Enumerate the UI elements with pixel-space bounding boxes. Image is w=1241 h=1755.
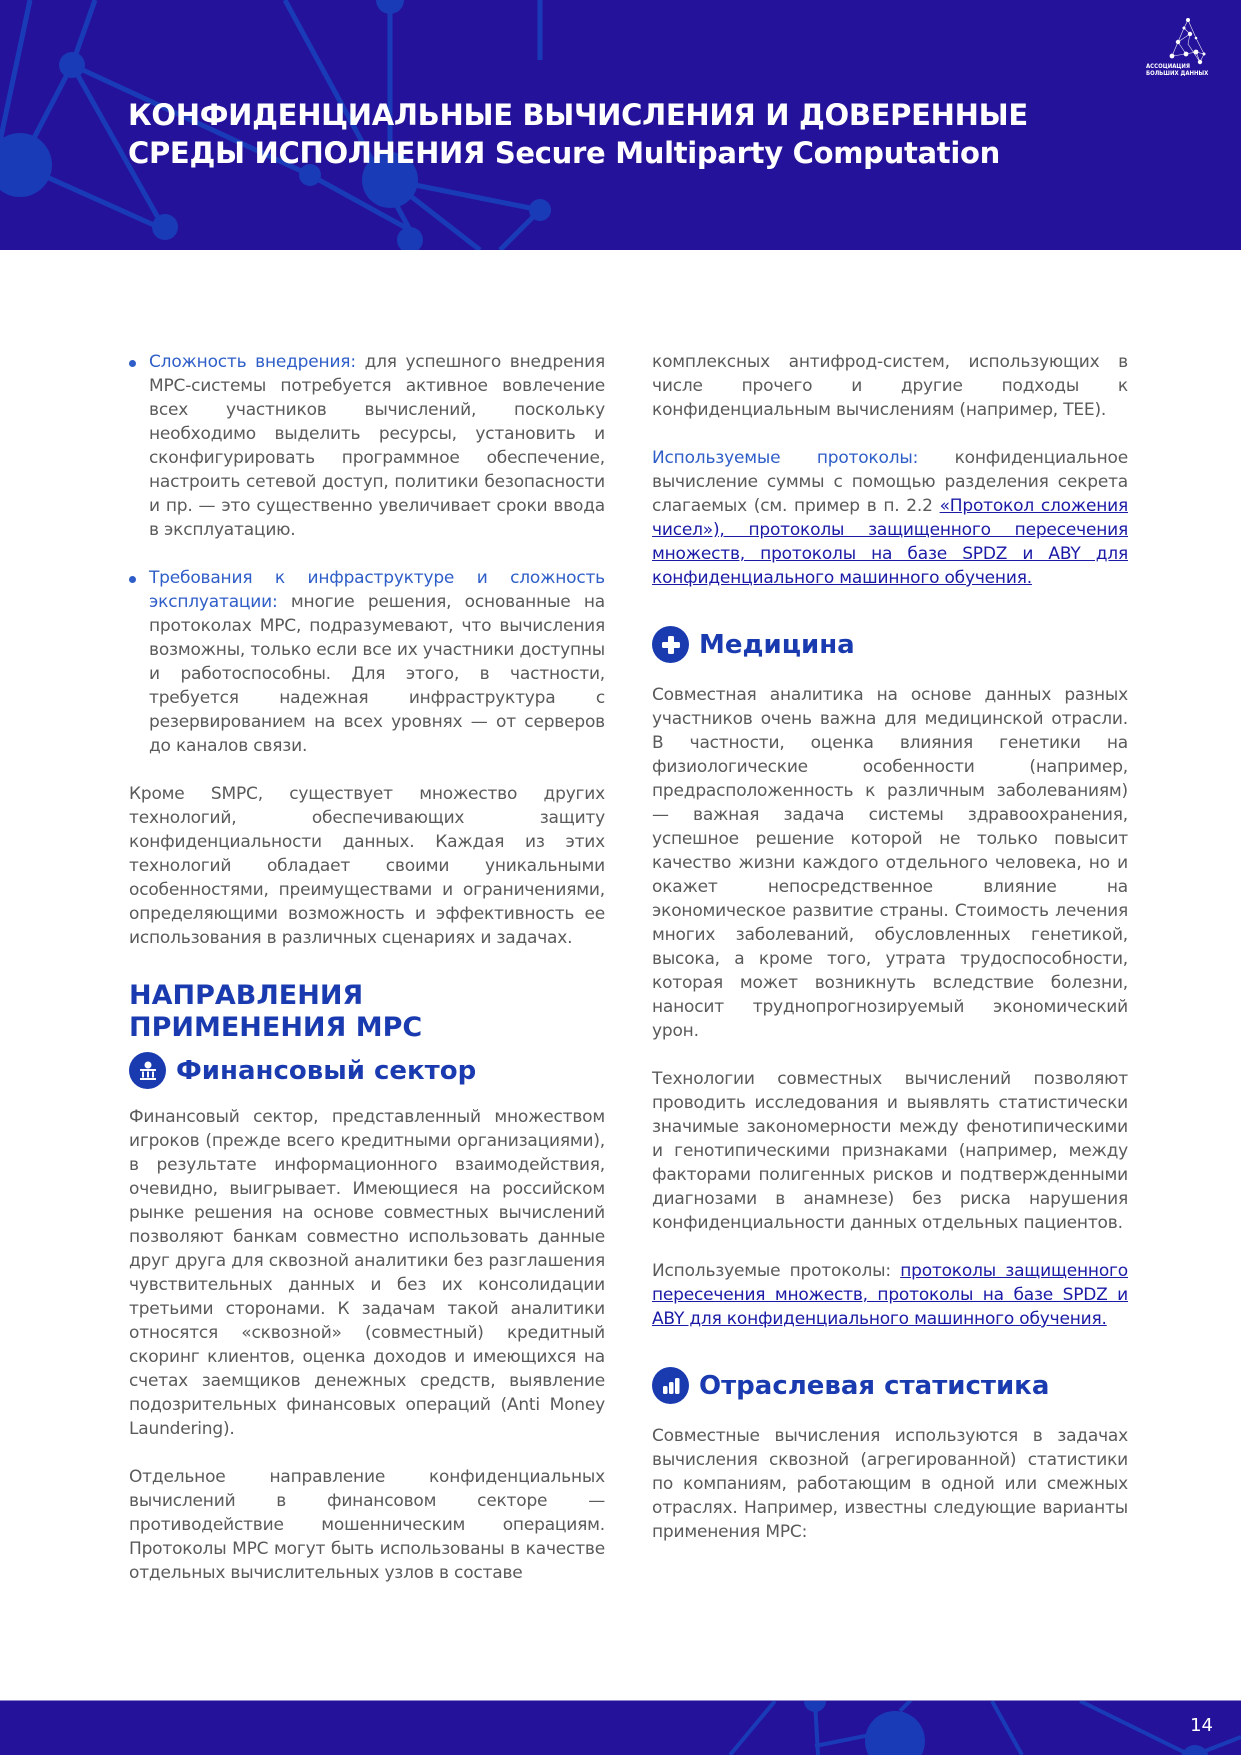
- footer-banner: [0, 1700, 1241, 1755]
- page-number: 14: [1190, 1715, 1213, 1736]
- protocols-text: конфиденциальное вычисление суммы с помощью разделения секрета слагаемых (см. пример в п. 2.2: [652, 448, 1128, 516]
- protocols-link[interactable]: протоколы защищенного пересечения множеств, протоколы на базе SPDZ и ABY для конфиденциального машинного обучения.: [652, 1261, 1128, 1329]
- left-column: [129, 350, 605, 1585]
- page-title-line2: СРЕДЫ ИСПОЛНЕНИЯ Secure Multiparty Computation: [128, 136, 1000, 170]
- bullet-text: многие решения, основанные на протоколах МРС, подразумевают, что вычисления возможны, только если все их участники доступны и работоспособны. Для этого, в частности, требуется надежная инфраструктура с резервированием на всех уровнях — от серверов до каналов связи.: [149, 592, 605, 756]
- finance-heading: [129, 1052, 605, 1089]
- medicine-protocols: [652, 1259, 1128, 1331]
- page-title: [128, 96, 1028, 172]
- bullet-implementation-complexity: [129, 350, 605, 542]
- page-title-line1: КОНФИДЕНЦИАЛЬНЫЕ ВЫЧИСЛЕНИЯ И ДОВЕРЕННЫЕ: [128, 98, 1028, 132]
- logo-text: [1146, 63, 1236, 77]
- right-column: [652, 350, 1128, 1544]
- section-heading-line2: ПРИМЕНЕНИЯ МРС: [129, 1012, 423, 1043]
- bank-icon: [129, 1052, 166, 1089]
- bullet-text: для успешного внедрения МРС-системы потребуется активное вовлечение всех участников вычислений, поскольку необходимо выделить ресурсы, установить и сконфигурировать программное обеспечение, настроить сетевой доступ, политики безопасности и пр. — это существенно увеличивает сроки ввода в эксплуатацию.: [149, 352, 605, 540]
- finance-paragraph-1: Финансовый сектор, представленный множеством игроков (прежде всего кредитными организациями), в результате информационного взаимодействия, очевидно, выигрывает. Имеющиеся на российском рынке решения на основе совместных вычислений позволяют банкам совместно использовать данные друг друга для сквозной аналитики без разглашения чувствительных данных и без их консолидации третьими сторонами. К задачам такой аналитики относятся «сквозной» (совместный) кредитный скоринг клиентов, оценка доходов и имеющихся на счетах заемщиков денежных средств, выявление подозрительных финансовых операций (Anti Money Laundering).: [129, 1107, 605, 1439]
- stats-heading: [652, 1367, 1128, 1404]
- medicine-title: Медицина: [699, 629, 855, 660]
- logo-text-line2: БОЛЬШИХ ДАННЫХ: [1146, 70, 1209, 77]
- medicine-heading: [652, 626, 1128, 663]
- paragraph-antifraud-continued: комплексных антифрод-систем, использующих в числе прочего и другие подходы к конфиденциальным вычислениям (например, TEE).: [652, 352, 1128, 420]
- finance-paragraph-2: Отдельное направление конфиденциальных вычислений в финансовом секторе — противодействие мошенническим операциям. Протоколы МРС могут быть использованы в качестве отдельных вычислительных узлов в составе: [129, 1467, 605, 1583]
- stats-paragraph-1: Совместные вычисления используются в задачах вычисления сквозной (агрегированной) статистики по компаниям, работающим в одной или смежных отраслях. Например, известны следующие варианты применения МРС:: [652, 1426, 1128, 1542]
- finance-protocols: [652, 446, 1128, 590]
- network-graphic: [0, 1701, 1241, 1755]
- stats-title: Отраслевая статистика: [699, 1370, 1050, 1401]
- bullet-term: Требования к инфраструктуре и сложность эксплуатации:: [149, 568, 605, 612]
- protocols-label: Используемые протоколы:: [652, 1261, 901, 1281]
- section-heading: [129, 980, 605, 1044]
- bullet-infrastructure-requirements: [129, 566, 605, 758]
- protocols-label: Используемые протоколы:: [652, 448, 919, 468]
- paragraph-smpc-alternatives: Кроме SMPC, существует множество других технологий, обеспечивающих защиту конфиденциальности данных. Каждая из этих технологий обладает своими уникальными особенностями, преимуществами и ограничениями, определяющими возможность и эффективность ее использования в различных сценариях и задачах.: [129, 784, 605, 948]
- section-heading-line1: НАПРАВЛЕНИЯ: [129, 980, 364, 1011]
- bullet-term: Сложность внедрения:: [149, 352, 356, 372]
- bar-chart-icon: [652, 1367, 689, 1404]
- medicine-paragraph-1: Совместная аналитика на основе данных разных участников очень важна для медицинской отрасли. В частности, оценка влияния генетики на физиологические особенности (например, предрасположенность к различным заболеваниям) — важная задача системы здравоохранения, успешное решение которой не только повысит качество жизни каждого отдельного человека, но и окажет непосредственное влияние на экономическое развитие страны. Стоимость лечения многих заболеваний, обусловленных генетикой, высока, а кроме того, утрата трудоспособности, которая может возникнуть вследствие болезни, наносит труднопрогнозируемый экономический урон.: [652, 685, 1128, 1041]
- logo-text-line1: АССОЦИАЦИЯ: [1146, 63, 1191, 70]
- header-banner: [0, 0, 1241, 250]
- protocols-link[interactable]: «Протокол сложения чисел»), протоколы защищенного пересечения множеств, протоколы на базе SPDZ и ABY для конфиденциального машинного обучения.: [652, 496, 1129, 588]
- medicine-paragraph-2: Технологии совместных вычислений позволяют проводить исследования и выявлять статистически значимые закономерности между фенотипическими и генотипическими признаками (например, между факторами полигенных рисков и подтвержденными диагнозами в анамнезе) без риска нарушения конфиденциальности данных отдельных пациентов.: [652, 1069, 1128, 1233]
- medical-cross-icon: [652, 626, 689, 663]
- finance-title: Финансовый сектор: [176, 1055, 477, 1086]
